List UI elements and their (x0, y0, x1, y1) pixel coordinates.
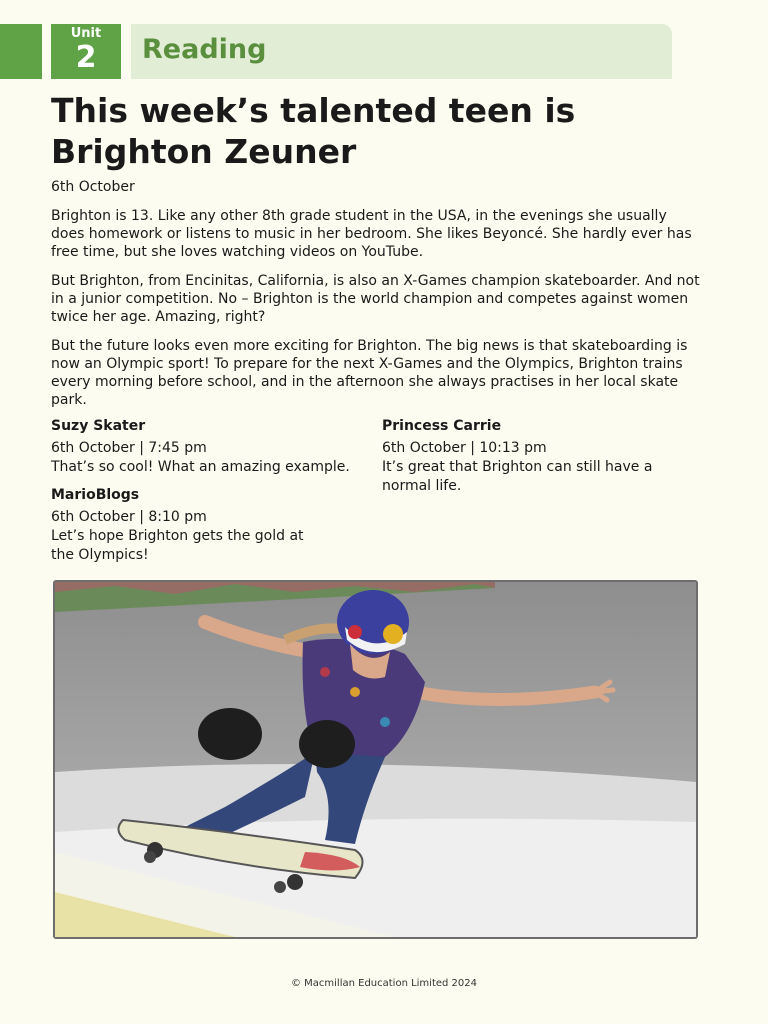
comment-timestamp: 6th October | 7:45 pm (51, 439, 207, 456)
comment-text: That’s so cool! What an amazing example. (51, 459, 350, 475)
comment-timestamp: 6th October | 10:13 pm (382, 439, 547, 456)
article-date: 6th October (51, 179, 135, 195)
right-arm (415, 692, 595, 700)
unit-number: 2 (75, 40, 97, 75)
left-knee-pad (198, 708, 262, 760)
article-paragraph-1: Brighton is 13. Like any other 8th grade student in the USA, in the evenings she usually does homework or listens to music in her bedroom. She likes Beyoncé. She hardly ever has free time, but she loves watching videos on YouTube. (51, 208, 692, 260)
comment-text: Let’s hope Brighton gets the gold at the Olympics! (51, 528, 304, 563)
copyright-footer: © Macmillan Education Limited 2024 (290, 978, 478, 989)
article-title: This week’s talented teen is Brighton Zeuner (51, 91, 576, 171)
section-header-bar (131, 24, 672, 79)
comment-timestamp: 6th October | 8:10 pm (51, 508, 207, 525)
right-knee-pad (299, 720, 355, 768)
section-title: Reading (142, 34, 267, 65)
wheel (287, 874, 303, 890)
unit-badge (51, 24, 121, 79)
skateboarder-photo (53, 580, 698, 939)
comment-suzy-skater (51, 417, 371, 477)
comment-princess-carrie (382, 417, 662, 495)
edge-tab-decoration (0, 24, 42, 79)
article-paragraph-3: But the future looks even more exciting for Brighton. The big news is that skateboarding is now an Olympic sport! To prepare for the next X-Games and the Olympics, Brighton trains every morning before school, and in the afternoon she always practises in her local skate park. (51, 338, 688, 408)
comment-author: MarioBlogs (51, 487, 140, 503)
comment-author: Suzy Skater (51, 418, 146, 434)
comment-author: Princess Carrie (382, 418, 502, 434)
skateboarder-illustration (55, 582, 696, 937)
unit-label: Unit (70, 26, 102, 41)
article-paragraph-2: But Brighton, from Encinitas, California, is also an X-Games champion skateboarder. And not in a junior competition. No – Brighton is the world champion and competes against women twice her age. Amazing, right? (51, 273, 700, 325)
comment-text: It’s great that Brighton can still have a normal life. (382, 459, 653, 494)
comment-marioblogs (51, 486, 311, 564)
